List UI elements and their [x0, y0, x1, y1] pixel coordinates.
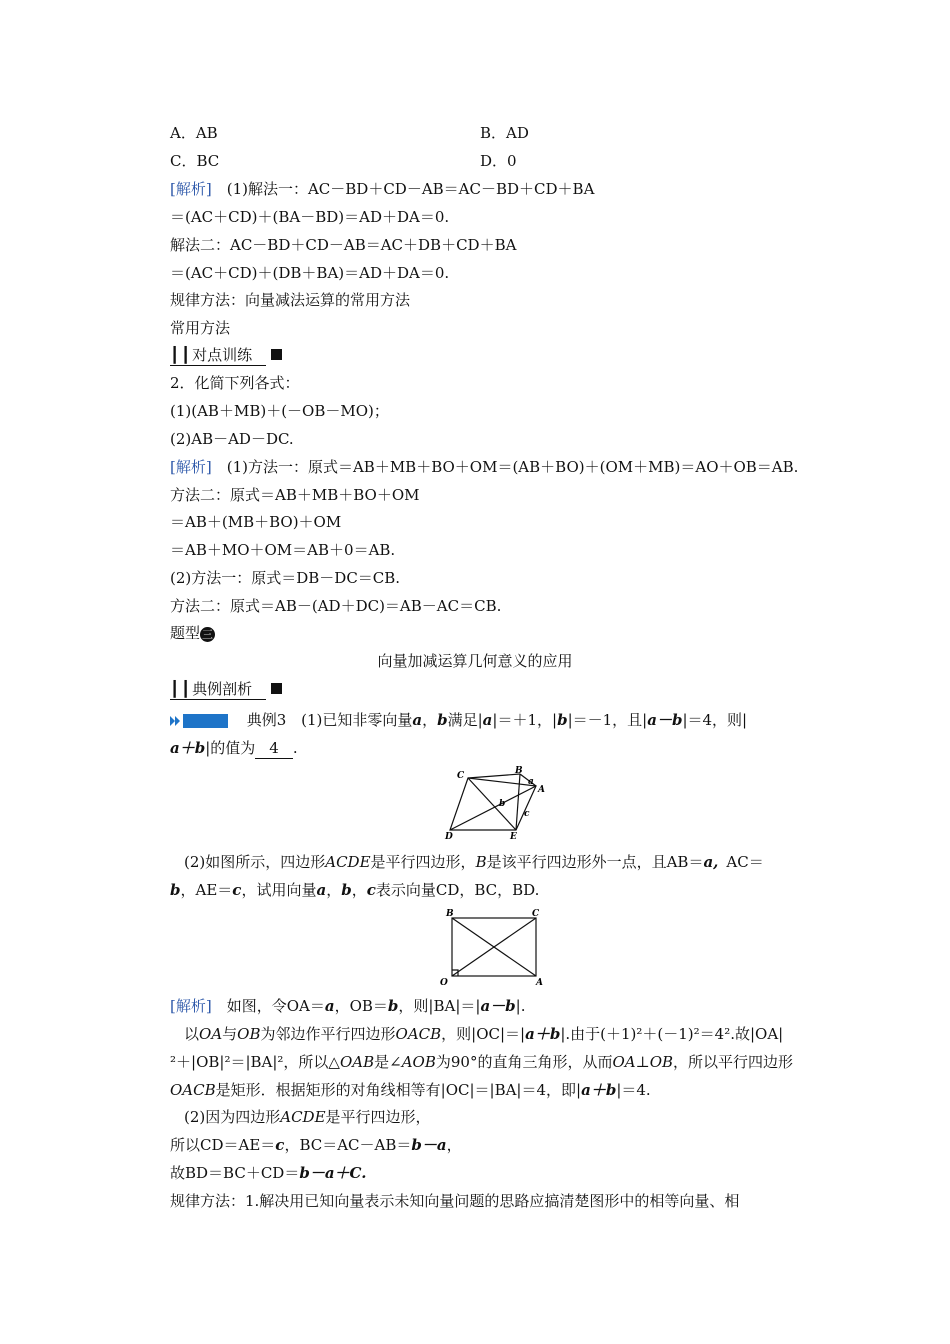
example-text: |＝4，则|	[682, 711, 748, 729]
solution-text: |＝4.	[616, 1081, 651, 1099]
vector-c: c	[232, 881, 242, 899]
solution-text: ，	[446, 1136, 462, 1154]
parallelogram-figure	[438, 764, 550, 840]
example-text: ，试用向量	[241, 881, 317, 899]
type-label	[170, 623, 215, 643]
example-text: ，	[326, 881, 342, 899]
solution-line	[170, 1135, 462, 1155]
vector-expr: a＋b	[525, 1025, 561, 1043]
fig2-label: B	[446, 909, 454, 919]
answer-blank: 4	[255, 738, 293, 759]
example-header	[170, 679, 266, 700]
solution-text: |.由于(＋1)²＋(－1)²＝4².故|OA|	[560, 1025, 784, 1043]
solution-text: (1)解法一：AC－BD＋CD－AB＝AC－BD＋CD＋BA	[211, 180, 595, 198]
example-label: 典例3	[246, 711, 287, 729]
solution-text: ，所以平行四边形	[673, 1053, 794, 1071]
header-bars-icon: ┃┃	[170, 680, 193, 698]
shape-name: ACDE	[325, 853, 371, 871]
vector-a: a,	[703, 853, 719, 871]
vector-expr: a－b	[480, 997, 516, 1015]
vector-expr: a＋b	[581, 1081, 617, 1099]
solution-line: 解法二：AC－BD＋CD－AB＝AC＋DB＋CD＋BA	[170, 236, 517, 254]
vector-c: c	[275, 1136, 285, 1154]
fig1-label: c	[524, 809, 530, 819]
method-line: 常用方法	[170, 319, 231, 337]
vector-expr: b－a＋C.	[299, 1164, 367, 1182]
answer-line: ＝AB＋(MB＋BO)＋OM	[170, 513, 342, 531]
solution-line	[170, 179, 594, 199]
fig1-label: C	[457, 771, 465, 781]
example-line	[170, 880, 539, 900]
practice-header	[170, 345, 266, 366]
method-line: 规律方法：向量减法运算的常用方法	[170, 291, 411, 309]
example-text: ，	[422, 711, 438, 729]
solution-text: 是∠	[374, 1053, 402, 1071]
solution-text: 为邻边作平行四边形	[260, 1025, 396, 1043]
solution-line	[170, 1163, 366, 1183]
solution-tag: [解析]	[170, 997, 212, 1015]
example-line: a＋b|的值为 4 .	[170, 739, 298, 757]
fig1-label: a	[528, 777, 534, 787]
practice-header-label: 对点训练	[192, 346, 253, 364]
solution-line	[184, 1107, 431, 1127]
solution-text: ，OB＝	[334, 997, 388, 1015]
solution-text: 所以CD＝AE＝	[170, 1136, 276, 1154]
question-line: (1)(AB＋MB)＋(－OB－MO)；	[170, 402, 389, 420]
option-d: D．0	[480, 152, 517, 170]
fig2-label: O	[440, 978, 448, 988]
fig2-label: C	[532, 909, 540, 919]
number-three-icon: 三	[202, 627, 214, 641]
fig2-label: A	[536, 978, 543, 988]
answer-line: (2)方法一：原式＝DB－DC＝CB.	[170, 569, 401, 587]
solution-line: ＝(AC＋CD)＋(BA－BD)＝AD＋DA＝0.	[170, 208, 450, 226]
option-a: A．AB	[170, 124, 218, 142]
solution-tag: [解析]	[170, 180, 212, 198]
solution-text: 与	[222, 1025, 238, 1043]
solution-text: |.	[515, 997, 526, 1015]
example-header-label: 典例剖析	[192, 680, 253, 698]
question-line: 2．化简下列各式：	[170, 374, 300, 392]
vector-c: c	[366, 881, 376, 899]
solution-line: ＝(AC＋CD)＋(DB＋BA)＝AD＋DA＝0.	[170, 264, 450, 282]
question-line: (2)AB－AD－DC.	[170, 430, 294, 448]
solution-text: 为90°的直角三角形，从而	[435, 1053, 613, 1071]
vector-a: a	[482, 711, 493, 729]
solution-tag: [解析]	[170, 458, 212, 476]
answer-text: (1)方法一：原式＝AB＋MB＋BO＋OM＝(AB＋BO)＋(OM＋MB)＝AO＋OB＝AB.	[211, 458, 799, 476]
solution-line	[170, 1080, 651, 1100]
vector-expr: a－b	[647, 711, 683, 729]
shape-name: OAB	[339, 1053, 375, 1071]
rectangle-figure	[436, 906, 546, 988]
solution-text: ，BC＝AC－AB＝	[284, 1136, 412, 1154]
answer-line: ＝AB＋MO＋OM＝AB＋0＝AB.	[170, 541, 396, 559]
perpendicular-expr: OA⊥OB	[612, 1053, 674, 1071]
solution-text: 如图，令OA＝	[211, 997, 325, 1015]
example-text: |＝－1，且|	[567, 711, 648, 729]
segment-name: OA	[199, 1025, 223, 1043]
example-text: (1)已知非零向量	[301, 711, 413, 729]
option-b: B．AD	[480, 124, 529, 142]
shape-name: OACB	[170, 1081, 216, 1099]
example-text: |＝＋1，|	[492, 711, 558, 729]
solution-text: 是矩形．根据矩形的对角线相等有|OC|＝|BA|＝4，即|	[215, 1081, 582, 1099]
vector-a: a	[316, 881, 327, 899]
example-text: |的值为	[205, 739, 256, 757]
vector-b: b	[341, 881, 352, 899]
example-text: ，	[351, 881, 367, 899]
fig1-label: D	[445, 832, 453, 840]
example-marker-icon	[170, 713, 230, 729]
point-name: B	[475, 853, 487, 871]
solution-line	[184, 1024, 783, 1044]
vector-expr: a＋b	[170, 739, 206, 757]
fig1-label: E	[510, 832, 517, 840]
method-line: 规律方法：1.解决用已知向量表示未知向量问题的思路应搞清楚图形中的相等向量、相	[170, 1192, 740, 1210]
vector-a: a	[412, 711, 423, 729]
answer-line	[170, 457, 798, 477]
example-text: 是该平行四边形外一点，且AB＝	[486, 853, 704, 871]
option-c: C．BC	[170, 152, 220, 170]
type-label-text: 题型	[170, 624, 201, 642]
solution-text: ²＋|OB|²＝|BA|²，所以△	[170, 1053, 340, 1071]
square-icon	[271, 349, 282, 360]
fig1-label: B	[515, 766, 523, 776]
header-bars-icon: ┃┃	[170, 346, 193, 364]
segment-name: OB	[237, 1025, 261, 1043]
solution-text: (2)因为四边形	[184, 1108, 281, 1126]
vector-b: b	[170, 881, 181, 899]
vector-expr: b－a	[411, 1136, 447, 1154]
angle-name: AOB	[401, 1053, 436, 1071]
example-line	[184, 852, 764, 872]
answer-line: 方法二：原式＝AB＋MB＋BO＋OM	[170, 486, 420, 504]
solution-line	[170, 1052, 793, 1072]
example-text: 是平行四边形，	[370, 853, 476, 871]
solution-line	[170, 996, 526, 1016]
square-icon	[271, 683, 282, 694]
example-text: (2)如图所示，四边形	[184, 853, 326, 871]
vector-b: b	[387, 997, 399, 1015]
answer-line: 方法二：原式＝AB－(AD＋DC)＝AB－AC＝CB.	[170, 597, 502, 615]
vector-b: b	[437, 711, 448, 729]
fig1-label: b	[499, 799, 506, 809]
example-text: 满足|	[447, 711, 483, 729]
vector-a: a	[324, 997, 335, 1015]
fig1-label: A	[538, 785, 545, 795]
example-text: 表示向量CD，BC，BD.	[375, 881, 540, 899]
section-title: 向量加减运算几何意义的应用	[377, 652, 573, 670]
example-line	[170, 710, 747, 730]
shape-name: ACDE	[280, 1108, 326, 1126]
solution-text: ，则|BA|＝|	[398, 997, 481, 1015]
example-text: AC＝	[726, 853, 764, 871]
solution-text: 以	[184, 1025, 200, 1043]
solution-text: 故BD＝BC＋CD＝	[170, 1164, 300, 1182]
solution-text: 是平行四边形，	[325, 1108, 431, 1126]
vector-b: b	[557, 711, 568, 729]
solution-text: ，则|OC|＝|	[441, 1025, 526, 1043]
example-text: ，AE＝	[180, 881, 233, 899]
shape-name: OACB	[395, 1025, 442, 1043]
